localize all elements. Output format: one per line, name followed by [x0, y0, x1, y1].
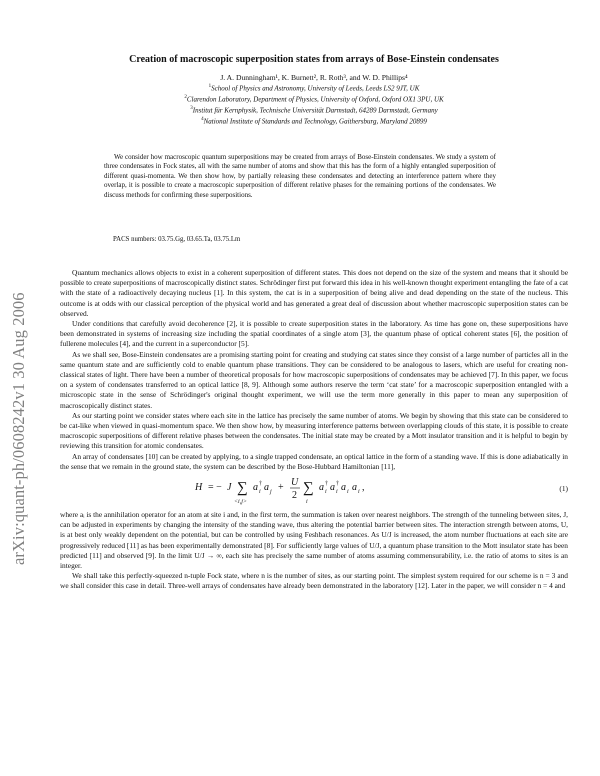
body-text [60, 268, 568, 592]
affiliation-3: $^3$Institut für Kernphysik, Technische Universität Darmstadt, 64289 Darmstadt, Germany [190, 106, 438, 115]
svg-text:j: j [270, 489, 272, 496]
author-list: J. A. Dunningham¹, K. Burnett², R. Roth³, and W. D. Phillips⁴ [220, 73, 408, 82]
svg-text:a: a [330, 482, 335, 494]
svg-text:a: a [253, 482, 258, 494]
arxiv-identifier: arXiv:quant-ph/0608242v1 30 Aug 2006 [9, 292, 28, 565]
bose-hubbard-equation [60, 475, 568, 509]
affiliation-1: $^1$School of Physics and Astronomy, University of Leeds, Leeds LS2 9JT, UK [208, 84, 420, 93]
equation-math [60, 475, 568, 512]
pacs-numbers: PACS numbers: 03.75.Gg, 03.65.Ta, 03.75.Lm [113, 236, 241, 243]
paragraph-bec: As we shall see, Bose-Einstein condensates are a promising starting point for creating and studying cat states since they consist of a large number of particles all in the same quantum state and are sufficiently cold to enable quantum phase transitions. They can be considered to be analogous to lasers, which are useful for creating non-classical states of light. There have been a number of theoretical proposals for how macroscopic superpositions of condensates may be achieved [7]. In this paper, we focus on a system of condensates transferred to an optical lattice [8, 9]. Although some authors reserve the term ‘cat state’ for a macroscopic superposition entangled with a microscopic state in the sense of Schrödinger's original thought experiment, we will use the term more generally in this paper to mean any superposition of macroscopically distinct states. [60, 349, 568, 410]
svg-text:i: i [325, 489, 327, 496]
svg-text:†: † [336, 481, 339, 488]
paragraph-fock-state: We shall take this perfectly-squeezed n-tuple Fock state, where n is the number of sites, as our starting point. The simplest system required for our scheme is n = 3 and we shall consider this case in detail. Three-well arrays of condensates have already been demonstrated in the laboratory [12]. Later in the paper, we will consider n = 4 and [60, 571, 568, 591]
svg-text:∑: ∑ [303, 480, 314, 497]
svg-text:†: † [325, 481, 328, 488]
svg-text:H: H [195, 482, 203, 494]
svg-text:i: i [347, 489, 349, 496]
svg-text:i: i [336, 489, 338, 496]
paragraph-array: An array of condensates [10] can be created by applying, to a single trapped condensate, an optical lattice in the form of a standing wave. If this is done adiabatically in the sense that we remain in the ground state, the system can be described by the Bose-Hubbard Hamiltonian [11], [60, 451, 568, 471]
svg-text:J: J [227, 482, 232, 494]
hamiltonian-formula [189, 475, 439, 509]
paragraph-starting-point: As our starting point we consider states where each site in the lattice has precisely the same number of atoms. We begin by showing that this state can be considered to be cat-like when viewed in quasi-momentum space. We then show how, by measuring interference patterns between overlapping clouds of this state, it is possible to create macroscopic superpositions of different relative phases between the condensates. The initial state may be created by a Mott insulator transition and it is helpful to begin by reviewing this transition for atomic condensates. [60, 410, 568, 451]
abstract: We consider how macroscopic quantum superpositions may be created from arrays of Bose-Einstein condensates. We study a system of three condensates in Fock states, all with the same number of atoms and show that this has the form of a highly entangled superposition of different quasi-momenta. We then show how, by partially releasing these condensates and detecting an interference pattern where they overlap, it is possible to create a macroscopic superposition of different relative phases for the remaining portions of the condensates. We discuss methods for confirming these superpositions. [104, 153, 496, 199]
svg-text:a: a [319, 482, 324, 494]
affiliation-2: $^2$Clarendon Laboratory, Department of Physics, University of Oxford, Oxford OX1 3PU, UK [184, 95, 444, 104]
svg-text:U: U [291, 477, 299, 489]
affiliation-4: $^4$National Institute of Standards and Technology, Gaithersburg, Maryland 20899 [201, 117, 427, 126]
equation-number: (1) [559, 484, 568, 494]
svg-text:+: + [278, 482, 284, 494]
paragraph-decoherence: Under conditions that carefully avoid decoherence [2], it is possible to create superposition states in the laboratory. As time has gone on, these superpositions have been demonstrated in systems of increasing size including the spatial coordinates of a single atom [3], the quantum phase of optical coherent states [6], the position of fullerene molecules [4], and the current in a superconductor [5]. [60, 319, 568, 349]
svg-text:i: i [306, 499, 308, 506]
svg-text:i: i [358, 489, 360, 496]
svg-text:i: i [259, 489, 261, 496]
svg-text:a: a [264, 482, 269, 494]
paper-title: Creation of macroscopic superposition states from arrays of Bose-Einstein condensates [129, 54, 499, 65]
svg-text:,: , [362, 482, 365, 494]
svg-text:2: 2 [292, 490, 297, 502]
svg-text:a: a [352, 482, 357, 494]
svg-text:∑: ∑ [237, 480, 248, 497]
svg-text:<i,j>: <i,j> [234, 499, 247, 506]
svg-text:= −: = − [208, 482, 222, 494]
svg-text:a: a [341, 482, 346, 494]
paragraph-hamiltonian: where aᵢ is the annihilation operator for an atom at site i and, in the first term, the summation is taken over nearest neighbors. The strength of the tunneling between sites, J, can be adjusted in experiments by changing the intensity of the standing wave, thus altering the potential barrier between sites. The interaction strength between atoms, U, is at best only weakly dependent on the potential, but can be controlled by using Feshbach resonances. As U/J is increased, the atom number fluctuations at each site are progressively reduced [11] as has been experimentally demonstrated [8]. For sufficiently large values of U/J, a quantum phase transition to the Mott insulator state has been predicted [11] and observed [9]. In the limit U/J → ∞, each site has precisely the same number of atoms assuming commensurability, i.e. the ratio of atoms to sites is an integer. [60, 510, 568, 571]
paragraph-intro: Quantum mechanics allows objects to exist in a coherent superposition of different states. This does not depend on the size of the system and means that it should be possible to create superpositions of macroscopically distinct states. Schrödinger first put forward this idea in his well-known thought experiment entangling the fate of a cat with the state of a radioactively decaying nucleus [1]. In this system, the cat is in a superposition of being alive and dead depending on the state of the nucleus. This outcome is at odds with our classical perception of the physical world and has generated a great deal of discussion about whether macroscopic superposition states can be observed. [60, 268, 568, 318]
svg-text:†: † [259, 481, 262, 488]
